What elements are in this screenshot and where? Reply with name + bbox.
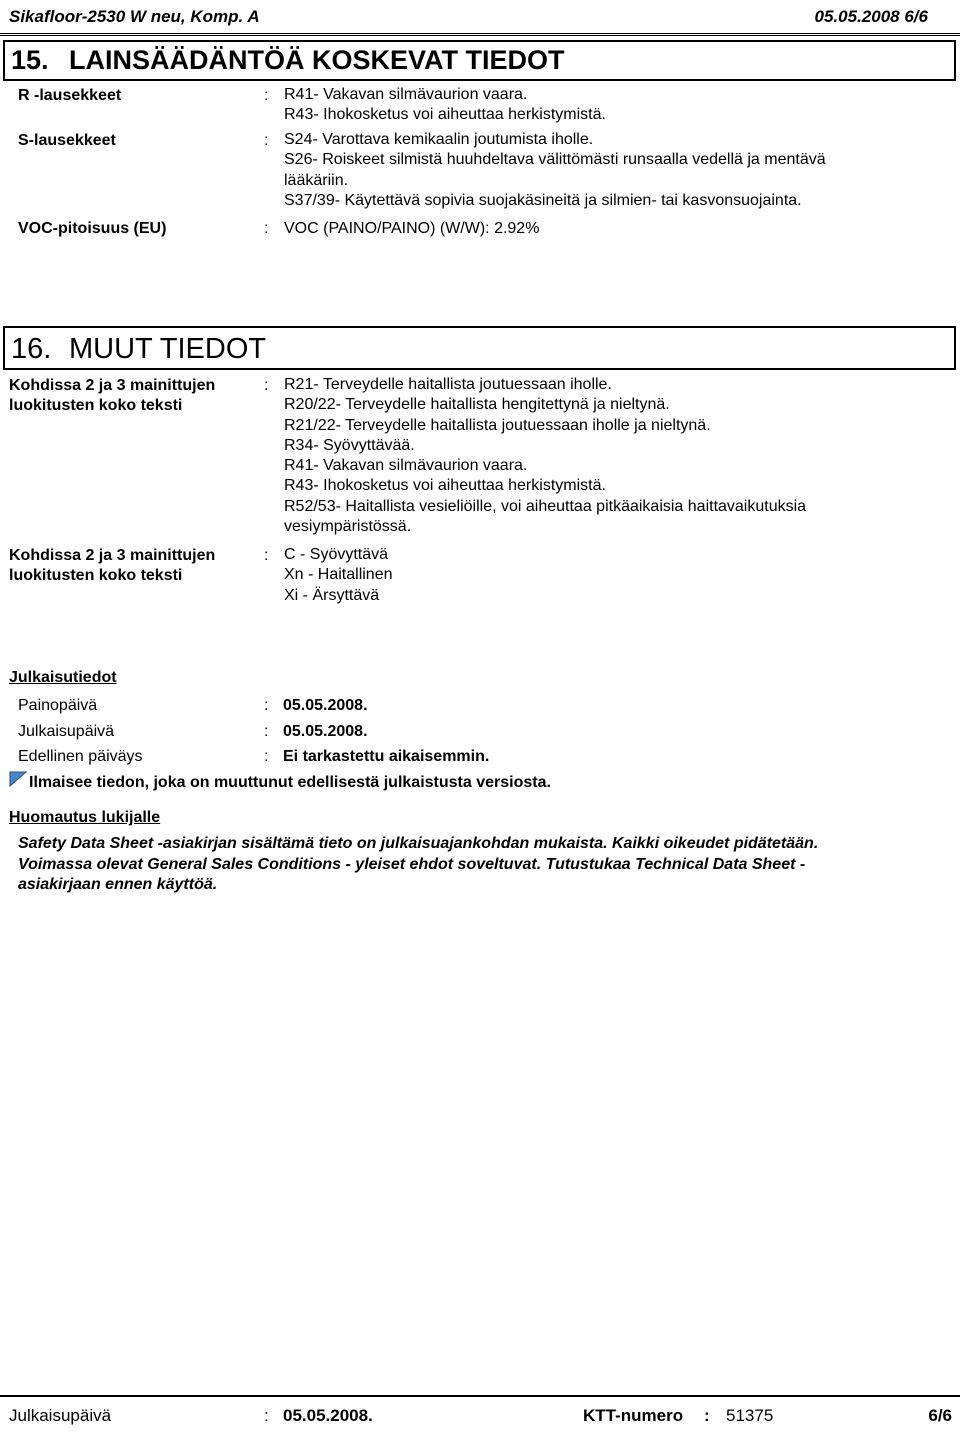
colon: : [264, 377, 269, 394]
colon: : [264, 220, 269, 237]
footer-publish-date-value: 05.05.2008. [283, 1406, 373, 1425]
print-date-label: Painopäivä [18, 697, 98, 714]
text-line: R21- Terveydelle haitallista joutuessaan iholle. [284, 376, 612, 393]
reader-note-text [18, 834, 918, 896]
text-line: lääkäriin. [284, 171, 349, 189]
footer-ktt-label: KTT-numero [583, 1406, 684, 1425]
section-15-heading [3, 40, 956, 81]
colon: : [264, 87, 269, 104]
text-line: S37/39- Käytettävä sopivia suojakäsineitä ja silmien- tai kasvonsuojainta. [284, 191, 802, 209]
voc-label: VOC-pitoisuus (EU) [18, 220, 167, 237]
text-line: R41- Vakavan silmävaurion vaara. [284, 457, 528, 475]
s-phrases-value [284, 130, 826, 211]
text-line: R34- Syövyttävää. [284, 436, 415, 454]
section-number: 16. [11, 333, 52, 365]
header-divider [0, 33, 960, 36]
text-line: Kohdissa 2 ja 3 mainittujen [9, 547, 216, 564]
voc-value: VOC (PAINO/PAINO) (W/W): 2.92% [284, 220, 540, 237]
r-phrases-value [284, 85, 606, 126]
text-line: Voimassa olevat General Sales Conditions - yleiset ehdot soveltuvat. Tutustukaa Technical Data Sheet - [18, 855, 806, 873]
classification-label [9, 376, 215, 416]
text-line: R43- Ihokosketus voi aiheuttaa herkistymistä. [284, 477, 606, 495]
text-line: R21/22- Terveydelle haitallista joutuessaan iholle ja nieltynä. [284, 416, 711, 434]
footer-divider [0, 1395, 960, 1397]
text-line: S24- Varottava kemikaalin joutumista iholle. [284, 131, 594, 148]
text-line: asiakirjaan ennen käyttöä. [18, 876, 218, 893]
previous-date-label: Edellinen päiväys [18, 748, 143, 765]
text-line: Xn - Haitallinen [284, 566, 393, 584]
section-title: LAINSÄÄDÄNTÖÄ KOSKEVAT TIEDOT [69, 45, 565, 75]
text-line: R43- Ihokosketus voi aiheuttaa herkistymistä. [284, 106, 606, 124]
colon: : [264, 132, 269, 149]
text-line: luokitusten koko teksti [9, 567, 183, 584]
footer-publish-date-label: Julkaisupäivä [9, 1406, 112, 1425]
section-title: MUUT TIEDOT [69, 333, 267, 365]
change-note: Ilmaisee tiedon, joka on muuttunut edellisestä julkaistusta versiosta. [29, 774, 551, 791]
colon: : [264, 697, 269, 714]
classification-label [9, 546, 215, 586]
text-line: Safety Data Sheet -asiakirjan sisältämä tieto on julkaisuajankohdan mukaista. Kaikki oikeudet pidätetään. [18, 835, 819, 852]
text-line: R52/53- Haitallista vesieliöille, voi aiheuttaa pitkäaikaisia haittavaikutuksia [284, 497, 807, 515]
text-line: C - Syövyttävä [284, 546, 389, 563]
section-number: 15. [11, 45, 49, 75]
publication-info-title: Julkaisutiedot [9, 669, 117, 686]
document-header-date-page: 05.05.2008 6/6 [814, 7, 928, 26]
footer-ktt-value: 51375 [726, 1406, 774, 1425]
document-header-product: Sikafloor-2530 W neu, Komp. A [9, 7, 260, 26]
text-line: vesiympäristössä. [284, 518, 412, 536]
r-phrases-label: R -lausekkeet [18, 87, 122, 104]
print-date-value: 05.05.2008. [283, 697, 368, 714]
reader-note-title: Huomautus lukijalle [9, 809, 161, 826]
colon: : [704, 1406, 710, 1425]
footer-page-number: 6/6 [928, 1406, 952, 1425]
text-line: R20/22- Terveydelle haitallista hengitettynä ja nieltynä. [284, 396, 670, 414]
colon: : [264, 748, 269, 765]
section-16-heading [3, 326, 956, 370]
text-line: Xi - Ärsyttävä [284, 586, 380, 604]
s-phrases-label: S-lausekkeet [18, 132, 116, 149]
publish-date-value: 05.05.2008. [283, 723, 368, 740]
text-line: luokitusten koko teksti [9, 397, 183, 414]
publish-date-label: Julkaisupäivä [18, 723, 115, 740]
text-line: R41- Vakavan silmävaurion vaara. [284, 86, 528, 103]
previous-date-value: Ei tarkastettu aikaisemmin. [283, 748, 490, 765]
r-phrases-full-text [284, 375, 806, 537]
colon: : [264, 1406, 269, 1425]
change-marker-icon [9, 771, 27, 787]
hazard-symbols-text [284, 545, 393, 606]
colon: : [264, 723, 269, 740]
colon: : [264, 547, 269, 564]
text-line: Kohdissa 2 ja 3 mainittujen [9, 377, 216, 394]
text-line: S26- Roiskeet silmistä huuhdeltava välittömästi runsaalla vedellä ja mentävä [284, 151, 826, 169]
